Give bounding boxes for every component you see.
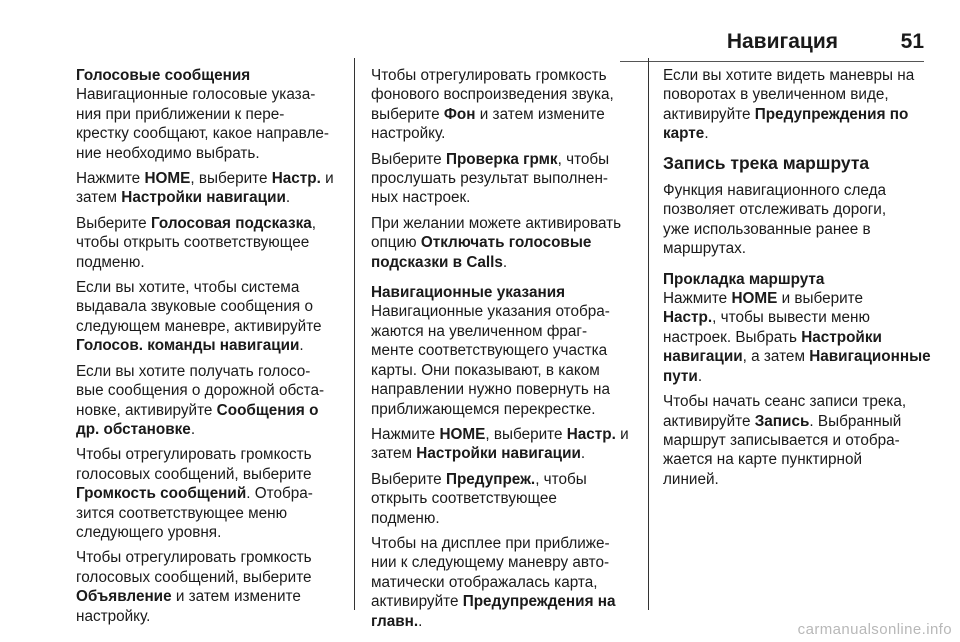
menu-ref-navigation-settings: навигации [663, 348, 743, 366]
column-divider-2 [648, 58, 649, 610]
menu-ref-background: Фон [443, 105, 476, 123]
menu-ref-settings: Настр. [566, 425, 616, 443]
text-line: фонового воспроизведения звука, [371, 86, 614, 104]
text: и затем измените [171, 588, 301, 606]
menu-ref-announcement: Объявление [76, 588, 172, 606]
menu-ref-home: HOME [144, 170, 191, 188]
page-number: 51 [900, 30, 924, 53]
text-line: Чтобы отрегулировать громкость [371, 67, 607, 84]
menu-ref-main-alerts: Предупреждения на [462, 593, 616, 611]
section-heading-route-tracking: Запись трека маршрута [663, 152, 870, 173]
menu-ref-map-alerts: карте [663, 125, 705, 143]
text: и затем измените [475, 105, 605, 123]
text-line: голосовых сообщений, выберите [76, 465, 312, 483]
menu-ref-settings: Настр. [663, 309, 713, 327]
text-line: крестку сообщают, какое направле- [76, 125, 329, 143]
text-line [76, 336, 348, 355]
paragraph [76, 85, 348, 163]
paragraph [76, 362, 348, 440]
text-line: Навигационные голосовые указа- [76, 86, 316, 104]
text: . [704, 125, 709, 143]
text: затем [76, 189, 122, 207]
text-line [371, 444, 643, 463]
paragraph [371, 425, 643, 464]
watermark: carmanualsonline.info [797, 621, 952, 638]
text-line [663, 412, 935, 431]
text-line [76, 169, 348, 188]
text-line [371, 233, 643, 252]
text-line [663, 124, 935, 143]
column-1 [76, 66, 348, 632]
text-line: Чтобы отрегулировать громкость [76, 549, 312, 567]
text-line: настройку. [371, 125, 446, 143]
text-line [663, 105, 935, 124]
paragraph [371, 534, 643, 631]
text-line [663, 289, 935, 308]
text: . Выбранный [809, 412, 902, 430]
text-line [371, 612, 643, 631]
text-line: приближающемся перекрестке. [371, 400, 596, 418]
text: , чтобы [557, 150, 610, 168]
text: затем [371, 445, 417, 463]
text-line: голосовых сообщений, выберите [76, 568, 312, 586]
text-line: маршрутах. [663, 240, 747, 258]
menu-ref-alerts: Предупреж. [445, 470, 536, 488]
menu-ref-traffic-messages: др. обстановке [76, 420, 191, 438]
text: Выберите [76, 214, 151, 232]
paragraph [76, 169, 348, 208]
text: выберите [371, 105, 444, 123]
text: Выберите [371, 470, 446, 488]
subsection-heading-route-plotting: Прокладка маршрута [663, 270, 825, 288]
menu-ref-home: HOME [731, 290, 778, 308]
section-heading-voice-messages: Голосовые сообщения [76, 67, 251, 84]
text-line: зится соответствующее меню [76, 504, 288, 522]
text: . [299, 337, 304, 355]
text: , выберите [485, 425, 567, 443]
paragraph [663, 392, 935, 489]
menu-ref-mute-prompts-calls: подсказки в Calls [371, 253, 503, 271]
paragraph [76, 445, 348, 542]
text: Нажмите [371, 425, 440, 443]
column-divider-1 [354, 58, 355, 610]
text-line [371, 105, 643, 124]
text-line: открыть соответствующее [371, 490, 557, 508]
text: Выберите [371, 150, 446, 168]
text: настроек. Выбрать [663, 328, 802, 346]
text-line [76, 401, 348, 420]
paragraph [371, 302, 643, 418]
menu-ref-record: Запись [754, 412, 810, 430]
menu-ref-map-alerts: Предупреждения по [754, 105, 909, 123]
menu-ref-navigation-settings: Настройки навигации [416, 445, 581, 463]
text-line [663, 328, 935, 347]
text-line: матически отображалась карта, [371, 573, 598, 591]
text: , чтобы [535, 470, 587, 488]
menu-ref-voice-nav-commands: Голосов. команды навигации [76, 337, 300, 355]
text-line: менте соответствующего участка [371, 342, 608, 360]
text-line [76, 420, 348, 439]
header-divider [620, 61, 924, 63]
text-line [371, 592, 643, 611]
paragraph [663, 66, 935, 144]
text-line: выдавала звуковые сообщения о [76, 298, 313, 316]
text-line [663, 367, 935, 386]
paragraph [663, 289, 935, 386]
text-line: ния при приближении к пере- [76, 105, 285, 123]
paragraph [371, 150, 643, 208]
column-2 [371, 66, 643, 637]
text-line: настройку. [76, 607, 151, 625]
text-line [76, 214, 348, 233]
text: активируйте [663, 105, 755, 123]
menu-ref-navigation-paths: пути [663, 367, 698, 385]
text: новке, активируйте [76, 401, 217, 419]
text-line: Если вы хотите видеть маневры на [663, 67, 915, 84]
text-line: следующего уровня. [76, 523, 222, 541]
text-line: Чтобы на дисплее при приближе- [371, 534, 610, 552]
text: . [418, 612, 423, 630]
text-line: направлении нужно повернуть на [371, 381, 610, 399]
text-line: прослушать результат выполнен- [371, 170, 608, 188]
text-line: Навигационные указания отобра- [371, 303, 610, 321]
text: . Отобра- [246, 485, 313, 503]
text-line: подменю. [76, 253, 145, 271]
menu-ref-navigation-paths: Навигационные [809, 348, 931, 366]
text-line: позволяет отслеживать дороги, [663, 201, 887, 219]
menu-ref-navigation-settings: Настройки [801, 328, 882, 346]
page-header [620, 26, 924, 62]
text: , а затем [742, 348, 810, 366]
text: , выберите [190, 170, 272, 188]
menu-ref-traffic-messages: Сообщения о [216, 401, 319, 419]
paragraph [371, 470, 643, 528]
text-line: линией. [663, 470, 719, 488]
text: . [285, 189, 291, 207]
text-line: поворотах в увеличенном виде, [663, 86, 889, 104]
text-line [371, 425, 643, 444]
menu-ref-volume-test: Проверка грмк [445, 150, 558, 168]
text: . [697, 367, 703, 385]
text-line: уже использованные ранее в [663, 220, 871, 238]
text-line: Чтобы отрегулировать громкость [76, 446, 312, 464]
text-line: нии к следующему маневру авто- [371, 554, 610, 572]
text-line [371, 253, 643, 272]
text-line: ных настроек. [371, 189, 471, 207]
page-title: Навигация [726, 30, 838, 53]
text-line: карты. Они показывают, в каком [371, 361, 600, 379]
menu-ref-navigation-settings: Настройки навигации [121, 189, 286, 207]
text-line [663, 347, 935, 366]
text-line: подменю. [371, 509, 440, 527]
text: Нажмите [76, 170, 145, 188]
text: активируйте [371, 593, 463, 611]
text-line: При желании можете активировать [371, 214, 622, 232]
menu-ref-home: HOME [439, 425, 486, 443]
text-line: маршрут записывается и отобра- [663, 431, 900, 449]
text-line [371, 470, 643, 489]
text: активируйте [663, 412, 755, 430]
menu-ref-settings: Настр. [271, 170, 321, 188]
text-line: жаются на увеличенном фраг- [371, 322, 588, 340]
text: опцию [371, 234, 421, 252]
menu-ref-message-volume: Громкость сообщений [76, 485, 247, 503]
text-line: вые сообщения о дорожной обста- [76, 382, 325, 400]
paragraph [76, 548, 348, 626]
paragraph [76, 278, 348, 356]
paragraph [371, 214, 643, 272]
text-line [371, 150, 643, 169]
section-heading-nav-guidance: Навигационные указания [371, 284, 566, 302]
menu-ref-voice-prompt: Голосовая подсказка [150, 214, 312, 232]
paragraph [76, 214, 348, 272]
text-line [76, 188, 348, 207]
text: . [580, 445, 586, 463]
text-line: Чтобы начать сеанс записи трека, [663, 393, 907, 411]
text-line: чтобы открыть соответствующее [76, 234, 310, 252]
text: . [190, 420, 196, 438]
text-line: Если вы хотите получать голосо- [76, 362, 311, 380]
text: и выберите [777, 290, 864, 308]
text-line [76, 587, 348, 606]
text: , [311, 214, 316, 232]
paragraph [371, 66, 643, 144]
text-line: жается на карте пунктирной [663, 451, 863, 469]
paragraph [663, 181, 935, 259]
text-line: следующем маневре, активируйте [76, 317, 322, 335]
text-line [76, 484, 348, 503]
text: , чтобы вывести меню [712, 309, 870, 327]
menu-ref-mute-prompts-calls: Отключать голосовые [420, 234, 592, 252]
menu-ref-main-alerts: главн. [371, 612, 419, 630]
text: и [615, 425, 629, 443]
text-line: Если вы хотите, чтобы система [76, 279, 300, 297]
text-line [663, 308, 935, 327]
text-line: ние необходимо выбрать. [76, 144, 260, 162]
text: Нажмите [663, 290, 732, 308]
text-line: Функция навигационного следа [663, 182, 887, 200]
column-3 [663, 66, 935, 495]
text: и [320, 170, 334, 188]
text: . [502, 253, 508, 271]
